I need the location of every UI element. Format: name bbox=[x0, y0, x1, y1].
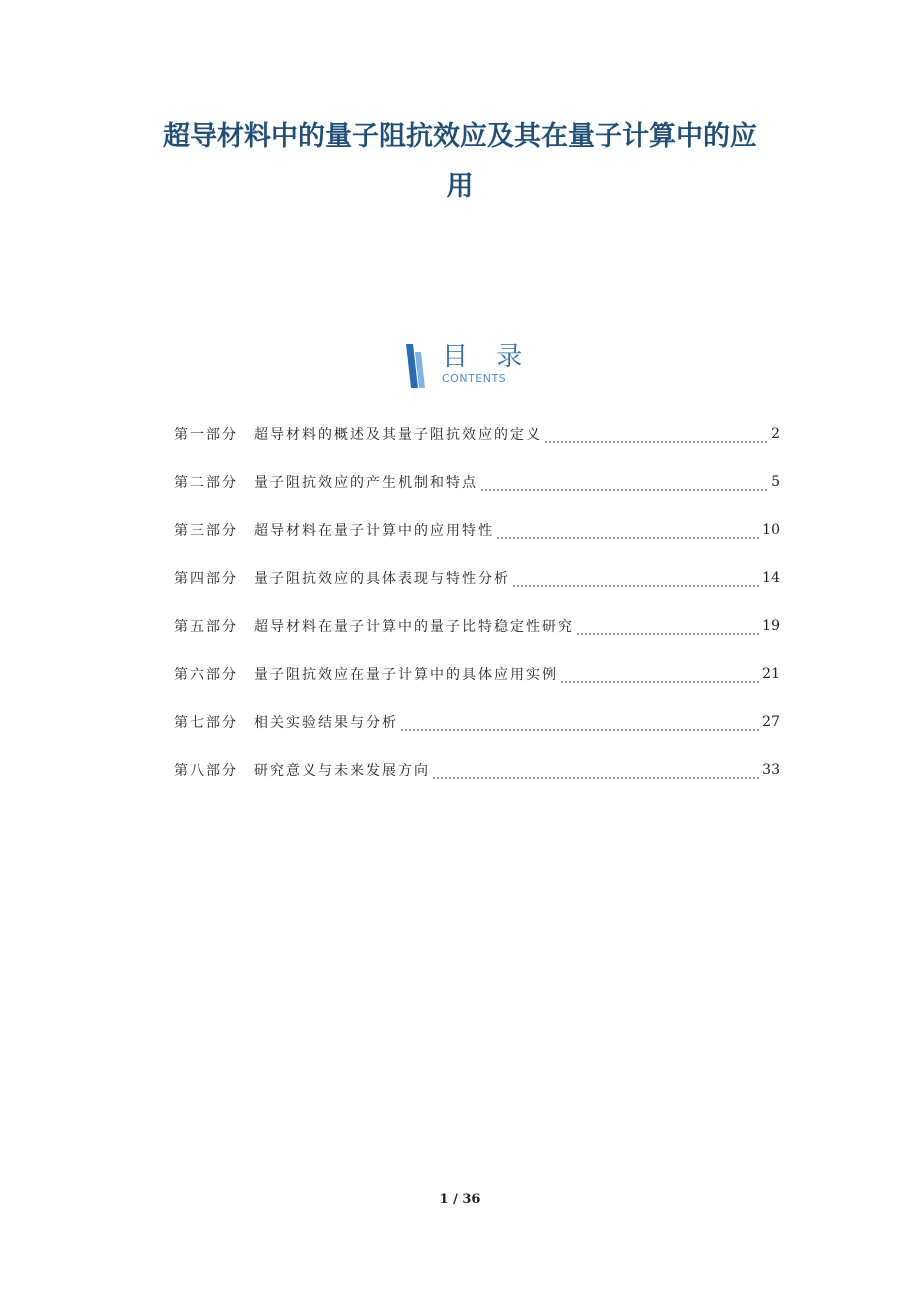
toc-entry-page: 21 bbox=[762, 666, 780, 682]
toc-entry-part: 第八部分 bbox=[174, 763, 238, 779]
toc-entry-text: 量子阻抗效应的具体表现与特性分析 bbox=[254, 571, 510, 587]
toc-entry-part: 第五部分 bbox=[174, 619, 238, 635]
toc-entry-text: 量子阻抗效应在量子计算中的具体应用实例 bbox=[254, 667, 558, 683]
toc-entry-leader bbox=[544, 430, 769, 444]
document-title bbox=[120, 112, 800, 212]
page-number: 1 / 36 bbox=[439, 1192, 481, 1207]
toc-header bbox=[404, 340, 534, 390]
toc-entry[interactable] bbox=[174, 650, 780, 698]
toc-entry-leader bbox=[560, 670, 760, 684]
toc-entry[interactable] bbox=[174, 458, 780, 506]
toc-entry[interactable] bbox=[174, 746, 780, 794]
toc-list bbox=[174, 410, 780, 794]
toc-entry[interactable] bbox=[174, 506, 780, 554]
toc-entry-page: 5 bbox=[771, 474, 780, 490]
toc-entry[interactable] bbox=[174, 602, 780, 650]
toc-entry-page: 2 bbox=[771, 426, 780, 442]
toc-entry-leader bbox=[576, 622, 760, 636]
toc-entry-page: 10 bbox=[762, 522, 780, 538]
toc-heading: 目 录 bbox=[442, 342, 533, 372]
toc-entry-leader bbox=[496, 526, 760, 540]
document-title-line1: 超导材料中的量子阻抗效应及其在量子计算中的应 bbox=[163, 121, 757, 152]
toc-entry[interactable] bbox=[174, 698, 780, 746]
toc-entry-part: 第二部分 bbox=[174, 475, 238, 491]
toc-entry-text: 超导材料的概述及其量子阻抗效应的定义 bbox=[254, 427, 542, 443]
toc-entry-part: 第一部分 bbox=[174, 427, 238, 443]
toc-entry-part: 第六部分 bbox=[174, 667, 238, 683]
toc-entry-leader bbox=[480, 478, 769, 492]
toc-entry-text: 量子阻抗效应的产生机制和特点 bbox=[254, 475, 478, 491]
toc-entry-leader bbox=[512, 574, 760, 588]
toc-entry-part: 第七部分 bbox=[174, 715, 238, 731]
toc-entry-page: 14 bbox=[762, 570, 780, 586]
toc-entry-text: 研究意义与未来发展方向 bbox=[254, 763, 430, 779]
toc-entry[interactable] bbox=[174, 554, 780, 602]
toc-entry-part: 第三部分 bbox=[174, 523, 238, 539]
toc-entry-text: 相关实验结果与分析 bbox=[254, 715, 398, 731]
toc-entry[interactable] bbox=[174, 410, 780, 458]
toc-subheading: CONTENTS bbox=[442, 372, 507, 385]
toc-entry-part: 第四部分 bbox=[174, 571, 238, 587]
toc-entry-text: 超导材料在量子计算中的量子比特稳定性研究 bbox=[254, 619, 574, 635]
document-title-line2: 用 bbox=[446, 171, 474, 202]
toc-entry-page: 27 bbox=[762, 714, 780, 730]
toc-entry-leader bbox=[432, 766, 760, 780]
toc-entry-text: 超导材料在量子计算中的应用特性 bbox=[254, 523, 494, 539]
toc-entry-leader bbox=[400, 718, 760, 732]
toc-entry-page: 33 bbox=[762, 762, 780, 778]
toc-entry-page: 19 bbox=[762, 618, 780, 634]
toc-logo-icon bbox=[404, 344, 434, 388]
